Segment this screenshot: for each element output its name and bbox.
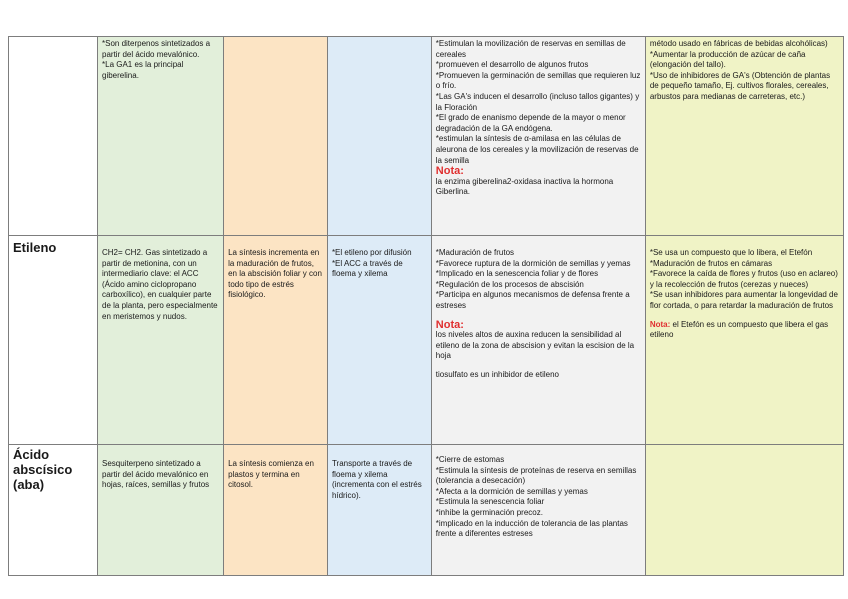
origin-line: CH2= CH2. Gas sintetizado a partir de metionina, con un intermediario clave: el ACC (Ácido amino ciclopropano carboxílico), en cualquier parte de la planta, pero especialmente en meristemos y nudos. [102,248,218,321]
application-item: *Se usan inhibidores para aumentar la longevidad de flor cortada, o para retardar la maduración de frutos [649,290,838,310]
application-item: método usado en fábricas de bebidas alcohólicas) [649,39,828,48]
biosynthesis-cell [224,37,328,236]
table-row-giberelinas [9,37,844,236]
effect-item: *Promueven la germinación de semillas que requieren luz o frío. [435,70,641,91]
transport-cell [327,37,431,236]
applications-cell [645,445,843,576]
transport-line: *El ACC a través de floema y xilema [331,258,403,279]
origin-cell [98,445,224,576]
origin-cell [98,37,224,236]
origin-line: Sesquiterpeno sintetizado a partir del ácido mevalónico en hojas, raíces, semillas y frutos [102,459,210,490]
origin-line: *Son diterpenos sintetizados a partir del ácido mevalónico. [102,39,211,59]
biosynthesis-cell [224,445,328,576]
hormone-name-cell [9,445,98,576]
biosynthesis-cell [224,236,328,445]
applications-cell [645,37,843,236]
effect-item: *promueven el desarrollo de algunos frutos [435,60,589,70]
transport-cell [327,445,431,576]
transport-cell [327,236,431,445]
effect-item: *implicado en la inducción de tolerancia de las plantas frente a diferentes estreses [435,518,628,539]
effect-item: *Maduración de frutos [435,248,515,257]
effect-item: *Participa en algunos mecanismos de defensa frente a estreses [435,290,630,310]
transport-line: *El etileno por difusión [331,248,412,257]
application-item: *Se usa un compuesto que lo libera, el Etefón [649,248,813,257]
nota-label: Nota: [435,318,464,331]
application-item: *Favorece la caída de flores y frutos (uso en aclareo) y la recolección de frutos (cerezas y nueces) [649,269,838,289]
hormone-table [8,36,844,576]
effects-cell [431,236,645,445]
effect-item: *Estimula la senescencia foliar [435,497,545,507]
hormone-name-cell [9,236,98,445]
nota-label: Nota: [649,319,671,329]
application-item: *Maduración de frutos en cámaras [649,258,773,268]
biosynthesis-text: La síntesis incrementa en la maduración de frutos, en la abscisión foliar y con todo tipo de estrés fisiológico. [228,248,322,300]
transport-line: Transporte a través de floema y xilema (incrementa con el estrés hídrico). [331,459,422,500]
nota-text: los niveles altos de auxina reducen la sensibilidad al etileno de la zona de abscision y evitan la escision de la hoja [435,330,635,361]
biosynthesis-text: La síntesis comienza en plastos y termina en citosol. [228,459,314,490]
effect-item: *Las GA's inducen el desarrollo (incluso tallos gigantes) y la Floración [435,91,640,112]
effects-cell [431,37,645,236]
effect-item: *Estimula la síntesis de proteínas de reserva en semillas (tolerancia a desecación) [435,465,637,486]
effect-item: *estimulan la síntesis de α-amilasa en las células de aleurona de los cereales y la movilización de reservas de la semilla [435,134,639,165]
nota-label: Nota: [435,165,464,178]
origin-cell [98,236,224,445]
application-nota [650,320,839,341]
hormone-name: Ácido abscísico (aba) [13,447,73,492]
effects-cell [431,445,645,576]
nota-text: la enzima giberelina2-oxidasa inactiva la hormona Giberlina. [435,176,614,197]
origin-line: *La GA1 es la principal giberelina. [102,60,184,80]
nota-text: el Etefón es un compuesto que libera el gas etileno [649,319,829,340]
effect-item: *Favorece ruptura de la dormición de semillas y yemas [435,258,631,268]
effect-item: *Regulación de los procesos de abscisión [435,279,584,289]
table-row-etileno [9,236,844,445]
hormone-name: Etileno [13,240,57,255]
effect-item: *El grado de enanismo depende de la mayor o menor degradación de la GA endógena. [435,113,626,133]
effect-item: *inhibe la germinación precoz. [435,507,543,517]
effect-item: *Afecta a la dormición de semillas y yemas [435,486,588,496]
extra-text: tiosulfato es un inhibidor de etileno [435,369,559,379]
applications-cell [645,236,843,445]
table-row-aba [9,445,844,576]
hormone-name-cell [9,37,98,236]
effect-item: *Implicado en la senescencia foliar y de flores [435,269,599,279]
application-item: *Uso de inhibidores de GA's (Obtención de plantas de pequeño tamaño, Ej. cultivos florales, cereales, arbustos para medianas de carreteras, etc.) [649,70,831,101]
effect-item: *Estimulan la movilización de reservas en semillas de cereales [435,39,626,59]
application-item: *Aumentar la producción de azúcar de caña (elongación del tallo). [649,49,806,70]
effect-item: *Cierre de estomas [435,455,505,464]
